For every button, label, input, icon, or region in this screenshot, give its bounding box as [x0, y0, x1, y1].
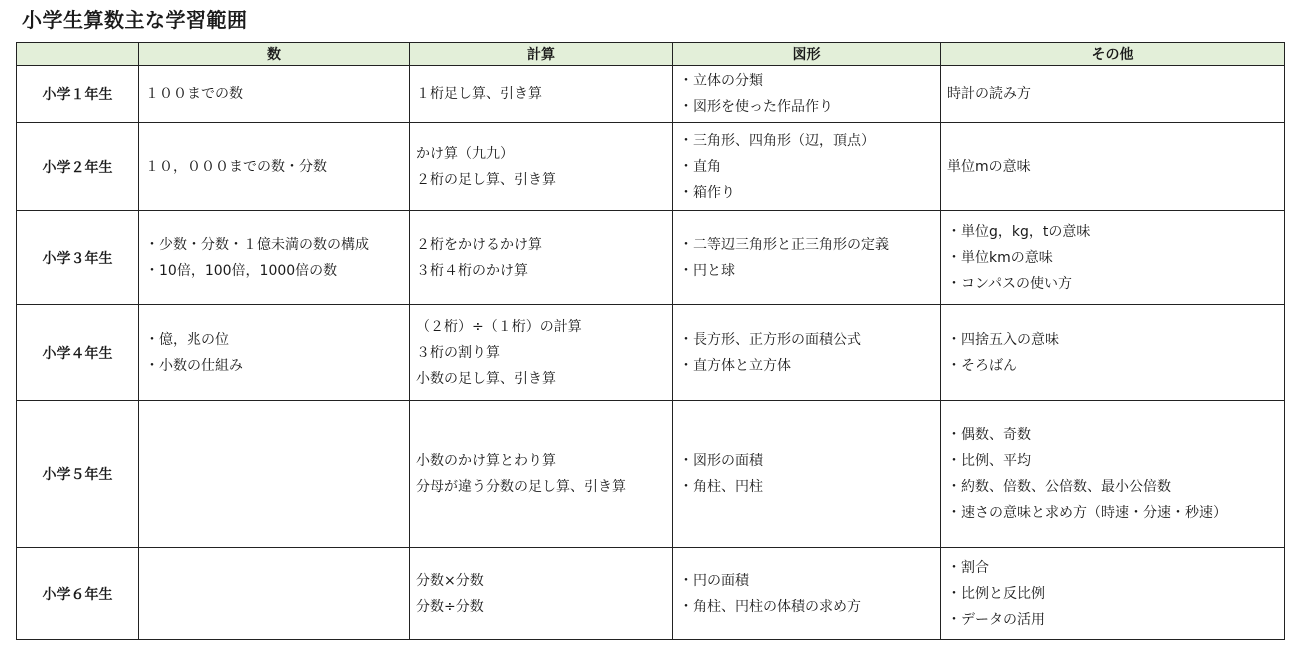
number-cell — [139, 66, 410, 123]
cell-line: ・四捨五入の意味 — [947, 331, 1059, 348]
calc-cell — [410, 211, 673, 305]
cell-line: ・箱作り — [679, 184, 735, 201]
cell-line: 分数÷分数 — [416, 598, 484, 615]
other-cell — [941, 305, 1285, 401]
cell-line: １０，０００までの数・分数 — [145, 158, 327, 175]
number-cell — [139, 211, 410, 305]
grade-label: 小学５年生 — [17, 401, 139, 548]
cell-line: 小数のかけ算とわり算 — [416, 453, 556, 469]
cell-line: 単位mの意味 — [947, 158, 1031, 175]
cell-line: ・単位kmの意味 — [947, 249, 1053, 266]
cell-line: ・角柱、円柱 — [679, 479, 763, 495]
number-cell — [139, 548, 410, 640]
cell-line: ・単位g，kg，tの意味 — [947, 223, 1091, 240]
cell-line: かけ算（九九） — [416, 145, 514, 162]
cell-line: ・図形を使った作品作り — [679, 99, 833, 115]
calc-cell — [410, 66, 673, 123]
cell-line: ・比例と反比例 — [947, 585, 1045, 602]
other-cell — [941, 401, 1285, 548]
cell-line: ２桁の足し算、引き算 — [416, 171, 556, 188]
grade-label: 小学３年生 — [17, 211, 139, 305]
number-cell — [139, 305, 410, 401]
calc-cell — [410, 401, 673, 548]
grade-label: 小学６年生 — [17, 548, 139, 640]
table-row — [17, 401, 1285, 548]
number-cell — [139, 123, 410, 211]
cell-line: ３桁の割り算 — [416, 344, 500, 361]
cell-line: ・長方形、正方形の面積公式 — [679, 331, 861, 348]
calc-cell — [410, 123, 673, 211]
cell-line: ・億，兆の位 — [145, 331, 229, 348]
table-row — [17, 211, 1285, 305]
header-number: 数 — [139, 43, 410, 66]
shape-cell — [673, 123, 941, 211]
cell-line: 分数×分数 — [416, 572, 484, 589]
header-calc: 計算 — [410, 43, 673, 66]
cell-line: ・円の面積 — [679, 572, 749, 589]
cell-line: ・10倍，100倍，1000倍の数 — [145, 262, 338, 279]
cell-line: ・直方体と立方体 — [679, 357, 791, 374]
shape-cell — [673, 548, 941, 640]
cell-line: ・約数、倍数、公倍数、最小公倍数 — [947, 479, 1171, 495]
number-cell — [139, 401, 410, 548]
cell-line: ・直角 — [679, 158, 721, 175]
cell-line: ・図形の面積 — [679, 453, 763, 469]
cell-line: ・角柱、円柱の体積の求め方 — [679, 598, 861, 615]
header-corner — [17, 43, 139, 66]
other-cell — [941, 211, 1285, 305]
grade-label: 小学１年生 — [17, 66, 139, 123]
shape-cell — [673, 211, 941, 305]
cell-line: ・割合 — [947, 559, 989, 576]
other-cell — [941, 548, 1285, 640]
cell-line: ２桁をかけるかけ算 — [416, 236, 542, 253]
header-shape: 図形 — [673, 43, 941, 66]
grade-label: 小学２年生 — [17, 123, 139, 211]
cell-line: ・少数・分数・１億未満の数の構成 — [145, 236, 369, 253]
calc-cell — [410, 548, 673, 640]
cell-line: 分母が違う分数の足し算、引き算 — [416, 479, 626, 495]
cell-line: ・速さの意味と求め方（時速・分速・秒速） — [947, 505, 1227, 521]
page-title: 小学生算数主な学習範囲 — [22, 8, 248, 32]
cell-line: ・小数の仕組み — [145, 357, 243, 374]
curriculum-table — [16, 42, 1285, 640]
other-cell — [941, 123, 1285, 211]
cell-line: ・偶数、奇数 — [947, 427, 1031, 443]
other-cell — [941, 66, 1285, 123]
shape-cell — [673, 66, 941, 123]
cell-line: １００までの数 — [145, 86, 243, 102]
shape-cell — [673, 305, 941, 401]
cell-line: ・二等辺三角形と正三角形の定義 — [679, 236, 889, 253]
shape-cell — [673, 401, 941, 548]
cell-line: ・円と球 — [679, 262, 735, 279]
table-row — [17, 548, 1285, 640]
table-row — [17, 305, 1285, 401]
cell-line: ３桁４桁のかけ算 — [416, 262, 528, 279]
cell-line: ・そろばん — [947, 357, 1017, 374]
cell-line: （２桁）÷（１桁）の計算 — [416, 318, 582, 335]
table-row — [17, 66, 1285, 123]
cell-line: ・データの活用 — [947, 611, 1045, 628]
cell-line: ・コンパスの使い方 — [947, 275, 1073, 292]
table-row — [17, 123, 1285, 211]
cell-line: １桁足し算、引き算 — [416, 86, 542, 102]
calc-cell — [410, 305, 673, 401]
cell-line: 時計の読み方 — [947, 86, 1031, 102]
header-other: その他 — [941, 43, 1285, 66]
cell-line: 小数の足し算、引き算 — [416, 370, 556, 387]
cell-line: ・立体の分類 — [679, 73, 763, 89]
cell-line: ・比例、平均 — [947, 453, 1031, 469]
grade-label: 小学４年生 — [17, 305, 139, 401]
cell-line: ・三角形、四角形（辺，頂点） — [679, 132, 875, 149]
header-row — [17, 43, 1285, 66]
